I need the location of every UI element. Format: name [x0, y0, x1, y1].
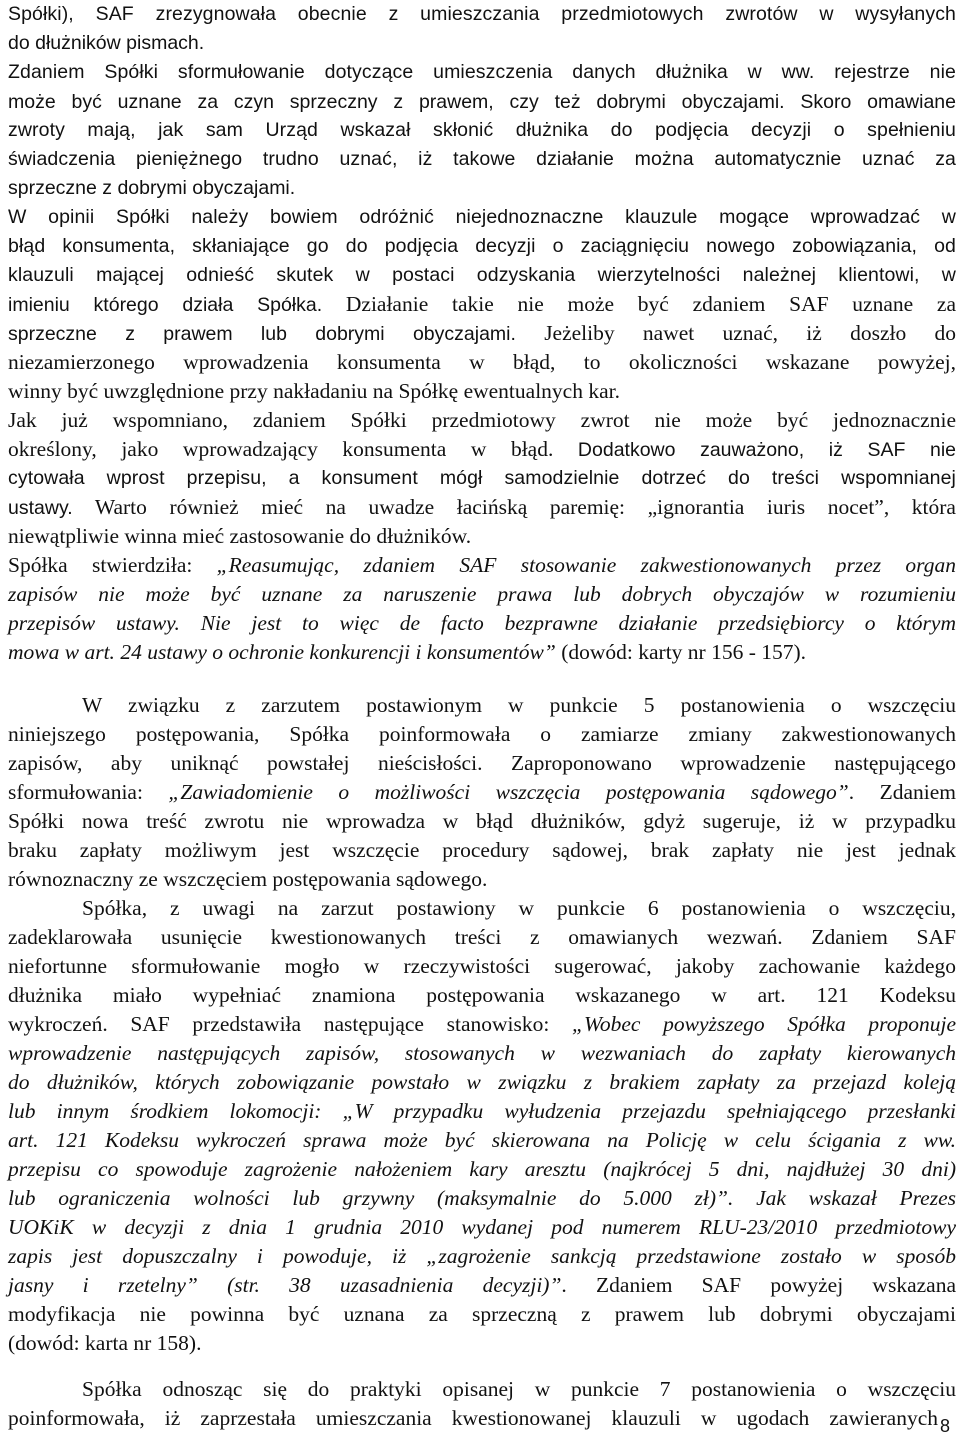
- text-line: niewątpliwie winna mieć zastosowanie do dłużników.: [8, 524, 472, 548]
- text-line: winny być uwzględnione przy nakładaniu na Spółkę ewentualnych kar.: [8, 379, 620, 403]
- text-line: Spółki), SAF zrezygnowała obecnie z umieszczania przedmiotowych zwrotów w wysyłanych: [8, 3, 956, 25]
- text-line: poinformowała, iż zaprzestała umieszczania kwestionowanej klauzuli w ugodach zawieranych: [8, 1406, 938, 1430]
- text-line: imieniu którego działa Spółka. Działanie takie nie może być zdaniem SAF uznane za: [8, 292, 956, 316]
- text-line: Jak już wspomniano, zdaniem Spółki przedmiotowy zwrot nie może być jednoznacznie: [8, 408, 956, 432]
- text-line: lub innym środkiem lokomocji: „W przypadku wyłudzenia przejazdu spełniającego przesłanki: [8, 1099, 956, 1123]
- text-line: (dowód: karta nr 158).: [8, 1331, 202, 1355]
- text-line: niezamierzonego wprowadzenia konsumenta w błąd, to okoliczności wskazane powyżej,: [8, 350, 956, 374]
- text-line: Spółka, z uwagi na zarzut postawiony w punkcie 6 postanowienia o wszczęciu,: [82, 896, 956, 920]
- text-line: Spółki nowa treść zwrotu nie wprowadza w błąd dłużników, gdyż sugeruje, iż w przypadku: [8, 809, 956, 833]
- text-line: mowa w art. 24 ustawy o ochronie konkurencji i konsumentów” (dowód: karty nr 156 - 157).: [8, 640, 807, 664]
- text-line: zapisów, aby uniknąć powstałej nieścisłości. Zaproponowano wprowadzenie następującego: [8, 751, 956, 775]
- text-line: błąd konsumenta, skłaniające go do podjęcia decyzji o zaciągnięciu nowego zobowiązania, od: [8, 235, 956, 257]
- text-line: W związku z zarzutem postawionym w punkcie 5 postanowienia o wszczęciu: [82, 693, 956, 717]
- text-line: cytowała wprost przepisu, a konsument mógł samodzielnie dotrzeć do treści wspomnianej: [8, 467, 956, 489]
- text-line: do dłużników, których zobowiązanie powstało w związku z brakiem zapłaty za przejazd koleją: [8, 1070, 956, 1094]
- text-line: sprzeczne z prawem lub dobrymi obyczajami. Jeżeliby nawet uznać, iż doszło do: [8, 321, 956, 345]
- text-line: jasny i rzetelny” (str. 38 uzasadnienia decyzji)”. Zdaniem SAF powyżej wskazana: [8, 1273, 956, 1297]
- text-line: sprzeczne z dobrymi obyczajami.: [8, 177, 296, 199]
- text-line: przepisu co spowoduje zagrożenie nałożeniem kary aresztu (najkrócej 5 dni, najdłużej 30 dni): [8, 1157, 956, 1181]
- text-line: zwroty mają, jak sam Urząd wskazał skłonić dłużnika do podjęcia decyzji o spełnieniu: [8, 119, 956, 141]
- text-line: ustawy. Warto również mieć na uwadze łacińską paremię: „ignorantia iuris nocet”, która: [8, 495, 956, 519]
- text-line: do dłużników pismach.: [8, 32, 205, 54]
- text-line: zapisów nie może być uznane za naruszenie prawa lub dobrych obyczajów w rozumieniu: [8, 582, 956, 606]
- text-line: braku zapłaty możliwym jest wszczęcie procedury sądowej, brak zapłaty nie jest jednak: [8, 838, 956, 862]
- text-line: równoznaczny ze wszczęciem postępowania sądowego.: [8, 867, 488, 891]
- text-line: może być uznane za czyn sprzeczny z prawem, czy też dobrymi obyczajami. Skoro omawiane: [8, 91, 957, 113]
- text-line: niefortunne sformułowanie mogło w rzeczywistości sugerować, jakoby zachowanie każdego: [8, 954, 956, 978]
- page-number: 8: [939, 1416, 950, 1436]
- text-line: przepisów ustawy. Nie jest to więc de facto bezprawne działanie przedsiębiorcy o którym: [8, 611, 956, 635]
- text-line: określony, jako wprowadzający konsumenta w błąd. Dodatkowo zauważono, iż SAF nie: [8, 437, 957, 461]
- text-line: art. 121 Kodeksu wykroczeń sprawa może być skierowana na Policję w celu ścigania z ww.: [8, 1128, 956, 1152]
- text-line: modyfikacja nie powinna być uznana za sprzeczną z prawem lub dobrymi obyczajami: [8, 1302, 956, 1326]
- text-line: dłużnika miało wypełniać znamiona postępowania wskazanego w art. 121 Kodeksu: [8, 983, 956, 1007]
- text-line: wprowadzenie następujących zapisów, stosowanych w wezwaniach do zapłaty kierowanych: [8, 1041, 956, 1065]
- text-line: Spółka stwierdziła: „Reasumując, zdaniem SAF stosowanie zakwestionowanych przez organ: [8, 553, 956, 577]
- text-line: UOKiK w decyzji z dnia 1 grudnia 2010 wydanej pod numerem RLU-23/2010 przedmiotowy: [8, 1215, 956, 1239]
- text-line: Spółka odnosząc się do praktyki opisanej w punkcie 7 postanowienia o wszczęciu: [82, 1377, 956, 1401]
- text-line: zapis jest dopuszczalny i powoduje, iż „zagrożenie sankcją przedstawione zostało w sposób: [8, 1244, 956, 1268]
- text-line: klauzuli mającej odnieść skutek w postaci odzyskania wierzytelności należnej klientowi, w: [8, 264, 956, 286]
- text-line: zadeklarowała usunięcie kwestionowanych treści z omawianych wezwań. Zdaniem SAF: [8, 925, 956, 949]
- text-line: Zdaniem Spółki sformułowanie dotyczące umieszczenia danych dłużnika w ww. rejestrze nie: [8, 61, 956, 83]
- text-line: wykroczeń. SAF przedstawiła następujące stanowisko: „Wobec powyższego Spółka proponuje: [8, 1012, 957, 1036]
- text-line: niniejszego postępowania, Spółka poinformowała o zamiarze zmiany zakwestionowanych: [8, 722, 956, 746]
- text-line: sformułowania: „Zawiadomienie o możliwości wszczęcia postępowania sądowego”. Zdaniem: [8, 780, 956, 804]
- text-line: lub ograniczenia wolności lub grzywny (maksymalnie do 5.000 zł)”. Jak wskazał Prezes: [8, 1186, 957, 1210]
- text-line: świadczenia pieniężnego trudno uznać, iż takowe działanie można automatycznie uznać za: [8, 148, 956, 170]
- text-line: W opinii Spółki należy bowiem odróżnić niejednoznaczne klauzule mogące wprowadzać w: [8, 206, 956, 228]
